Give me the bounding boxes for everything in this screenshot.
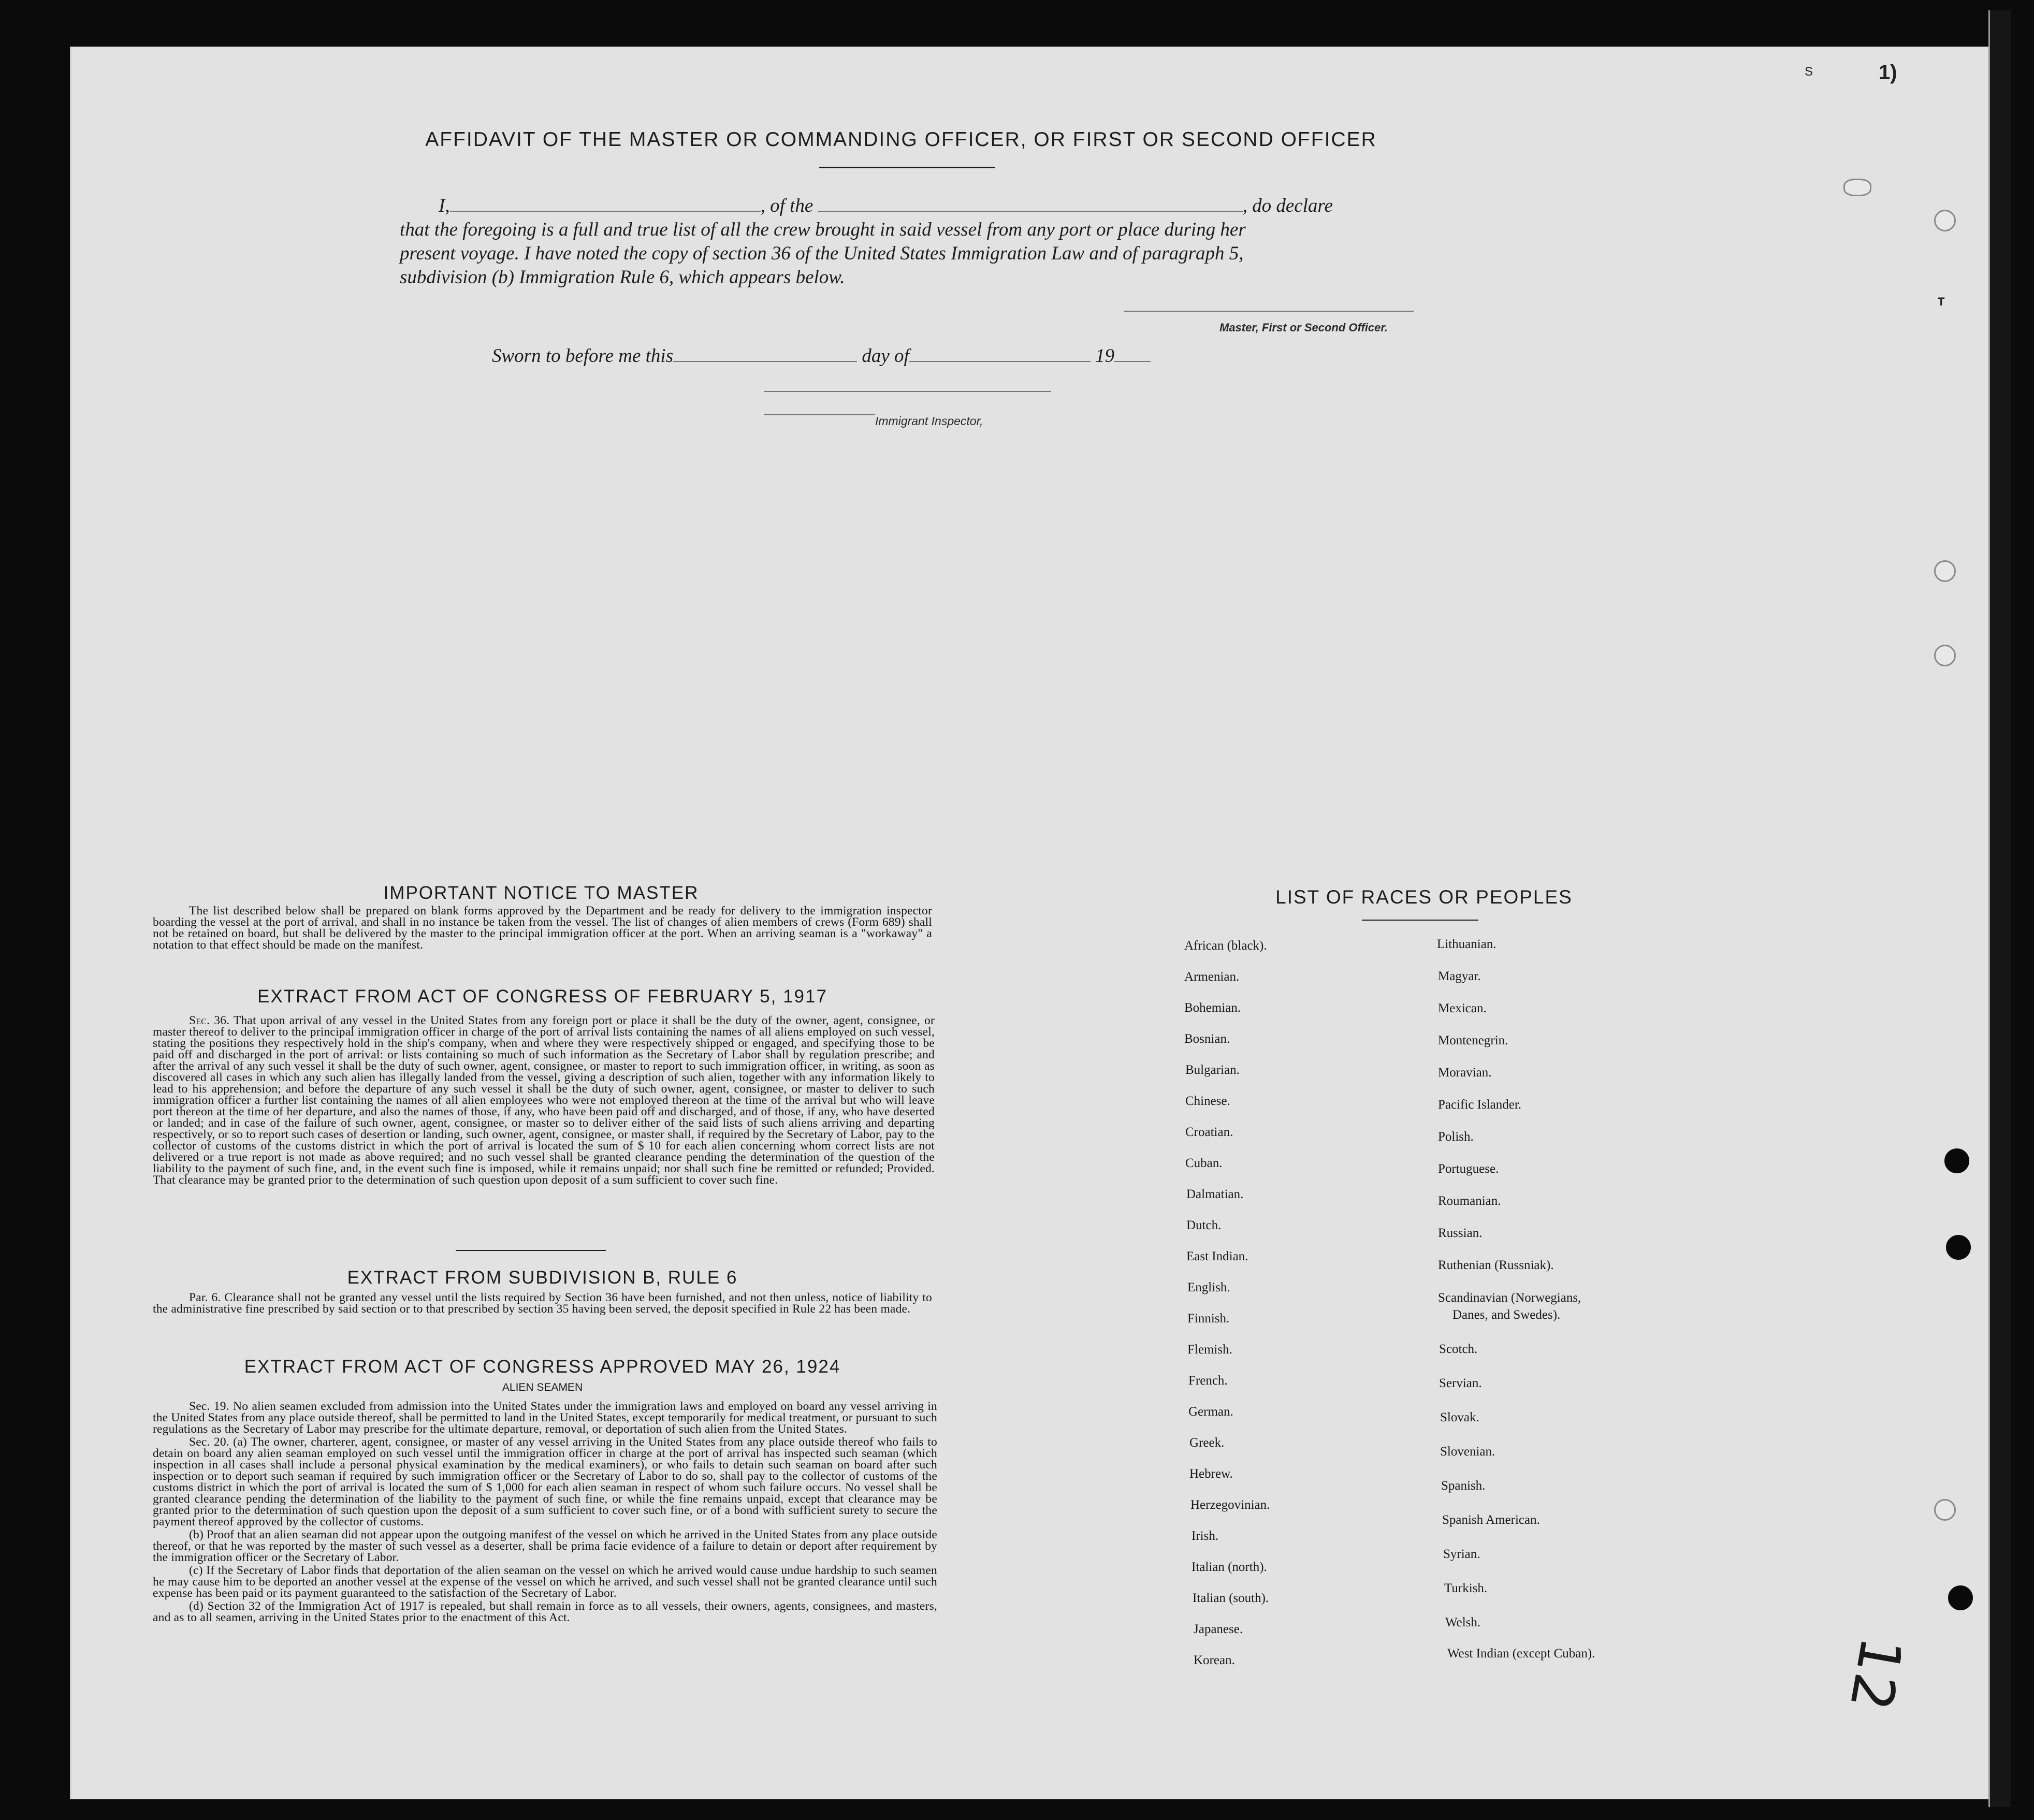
race-item: Dalmatian.	[1186, 1187, 1244, 1201]
races-title: LIST OF RACES OR PEOPLES	[1275, 886, 1573, 908]
race-item: Ruthenian (Russniak).	[1438, 1258, 1554, 1272]
sworn-day-field[interactable]	[673, 361, 857, 362]
corner-mark-s: S	[1805, 65, 1813, 79]
notice-title: IMPORTANT NOTICE TO MASTER	[383, 883, 699, 903]
race-item: English.	[1187, 1280, 1230, 1294]
race-item: Portuguese.	[1438, 1162, 1499, 1176]
race-item: German.	[1188, 1405, 1233, 1419]
extract-1924-subtitle: ALIEN SEAMEN	[502, 1381, 583, 1393]
race-item: Bosnian.	[1184, 1032, 1230, 1046]
race-item: Spanish.	[1441, 1479, 1486, 1493]
race-item: Scotch.	[1439, 1342, 1478, 1356]
extract-rule6-body: Par. 6. Clearance shall not be granted any vessel until the lists required by Section 36 have been furnished, and not then unless, notice of liability to the administrative fine prescribed by said section or to that prescribed by section 35 having been served, the deposit specified in Rule 22 has been made.	[153, 1291, 932, 1316]
race-item: Danes, and Swedes).	[1452, 1308, 1561, 1322]
sec20d-text: (d) Section 32 of the Immigration Act of 1917 is repealed, but shall remain in force as to all vessels, their owners, agents, consignees, and masters, and as to all seamen, arriving in the United States prior to the enactment of this Act.	[153, 1599, 937, 1624]
race-item: Cuban.	[1185, 1156, 1223, 1170]
affidavit-of-the: , of the	[760, 195, 813, 216]
race-item: Irish.	[1192, 1529, 1219, 1543]
sec20c-text: (c) If the Secretary of Labor finds that deportation of the alien seaman on the vessel on which he arrived would cause undue hardship to such seamen he may cause him to be deported an another vessel at the expense of the vessel on which he arrived, and such vessel shall not be granted clearance until such expense has been paid or its payment guaranteed to the satisfaction of the Secretary of Labor.	[153, 1564, 937, 1600]
affidavit-line4: subdivision (b) Immigration Rule 6, which appears below.	[400, 267, 845, 288]
race-item: Roumanian.	[1438, 1194, 1501, 1208]
race-item: Magyar.	[1438, 969, 1481, 983]
handwritten-mark: 12	[1837, 1632, 1915, 1715]
officer-signature-label: Master, First or Second Officer.	[1219, 321, 1388, 334]
race-item: Syrian.	[1443, 1547, 1480, 1561]
binder-hole-dark	[1944, 1148, 1969, 1173]
race-item: Flemish.	[1187, 1343, 1232, 1357]
affidavit-line3: present voyage. I have noted the copy of section 36 of the United States Immigration Law and of paragraph 5,	[400, 243, 1244, 264]
race-item: West Indian (except Cuban).	[1447, 1647, 1595, 1661]
extract-1917-body-block	[153, 1015, 935, 1187]
race-item: Japanese.	[1194, 1622, 1243, 1636]
sworn-line	[492, 344, 1151, 368]
sec36-label: Sec. 36.	[189, 1014, 230, 1027]
race-item: Dutch.	[1186, 1218, 1222, 1232]
extract-rule6-title: EXTRACT FROM SUBDIVISION B, RULE 6	[347, 1268, 738, 1288]
race-item: Korean.	[1194, 1653, 1235, 1667]
sec20a-text: Sec. 20. (a) The owner, charterer, agent, consignee, or master of any vessel arriving in the United States from any place outside thereof who fails to detain on board any alien seaman employed on such vessel until the immigration officer in charge at the port of arrival has inspected such seaman (which inspection in all cases shall include a personal physical examination by the medical examiners), or who fails to detain such seaman on board after such inspection or to deport such seaman if required by such immigration officer or the Secretary of Labor to do so, shall pay to the collector of customs of the customs district in which the port of arrival is located the sum of $ 1,000 for each alien seaman in respect of whom such failure occurs. No vessel shall be granted clearance pending the determination of the liability to the payment of such fine, or while the fine remains unpaid, except that clearance may be granted prior to the determination of such question upon the deposit of a sum sufficient to cover such fine, or of a bond with sufficient surety to secure the payment thereof approved by the collector of customs.	[153, 1435, 937, 1528]
race-item: Spanish American.	[1442, 1513, 1540, 1527]
binder-hole	[1934, 1499, 1956, 1521]
race-item: Polish.	[1438, 1130, 1474, 1144]
sworn-day-of: day of	[862, 345, 909, 367]
race-item: French.	[1188, 1374, 1228, 1388]
race-item: East Indian.	[1186, 1249, 1248, 1263]
binder-hole	[1934, 210, 1956, 231]
affidavit-declare: , do declare	[1242, 195, 1333, 216]
race-item: Bulgarian.	[1185, 1063, 1240, 1077]
race-item: Turkish.	[1444, 1581, 1488, 1595]
race-item: Hebrew.	[1189, 1467, 1233, 1481]
inspector-signature-line-top[interactable]	[764, 391, 1051, 392]
binder-hole	[1843, 179, 1871, 196]
race-item: Scandinavian (Norwegians,	[1438, 1291, 1581, 1305]
race-item: Herzegovinian.	[1190, 1498, 1270, 1512]
binder-hole-dark	[1946, 1235, 1971, 1260]
extract-1917-body: That upon arrival of any vessel in the United States from any foreign port or place it shall be the duty of the owner, agent, consignee, or master thereof to deliver to the principal immigration officer in charge of the port of arrival lists containing the names of all aliens employed on such vessel, stating the positions they respectively hold in the ship's company, when and where they were respectively shipped or engaged, and specifying those to be paid off and discharged in the port of arrival: or lists containing so much of such information as the Secretary of Labor shall by regulation prescribe; and after the arrival of any such vessel it shall be the duty of such owner, agent, consignee, or master to report to such immigration officer, in writing, as soon as discovered all cases in which any such alien has illegally landed from the vessel, giving a description of such alien, together with any information likely to lead to his apprehension; and before the departure of any such vessel it shall be the duty of such owner, agent, consignee, or master to deliver to such immigration officer a further list containing the names of all alien employees who were not employed thereon at the time of the arrival but who will leave port thereon at the time of her departure, and also the names of those, if any, who have been paid off and discharged, and of those, if any, who have deserted or landed; and in case of the failure of such owner, agent, consignee, or master so to deliver either of the said lists of such aliens arriving and departing respectively, or so to report such cases of desertion or landing, such owner, agent, consignee, or master shall, if required by the Secretary of Labor, pay to the collector of customs of the customs district in which the port of arrival is located the sum of $ 10 for each alien concerning whom correct lists are not delivered or a true report is not made as above required; and no such vessel shall be granted clearance pending the determination of the question of the liability to the payment of such fine, and, in the event such fine is imposed, while it remains unpaid; nor shall such fine be remitted or refunded; Provided. That clearance may be granted prior to the determination of such question upon deposit of a sum sufficient to cover such fine.	[153, 1014, 935, 1187]
race-item: Chinese.	[1185, 1094, 1230, 1108]
race-item: Italian (north).	[1192, 1560, 1267, 1574]
race-item: Moravian.	[1438, 1066, 1492, 1080]
sec20b-text: (b) Proof that an alien seaman did not appear upon the outgoing manifest of the vessel on which he arrived in the United States from any place outside thereof, or that he was reported by the master of such vessel as a deserter, shall be prima facie evidence of a failure to detain or deport after requirement by the immigration officer or the Secretary of Labor.	[153, 1528, 937, 1564]
race-item: Russian.	[1438, 1226, 1483, 1240]
binder-hole-dark	[1948, 1585, 1973, 1610]
race-item: Armenian.	[1184, 970, 1240, 984]
sworn-text: Sworn to before me this	[492, 345, 674, 367]
races-title-rule	[1362, 920, 1478, 921]
inspector-label: Immigrant Inspector,	[875, 414, 983, 428]
affidavit-i: I,	[439, 195, 450, 216]
affidavit-line1	[400, 194, 1435, 218]
affidavit-title: AFFIDAVIT OF THE MASTER OR COMMANDING OFFICER, OR FIRST OR SECOND OFFICER	[425, 128, 1377, 151]
race-item: Servian.	[1439, 1376, 1482, 1390]
affidavit-line2: that the foregoing is a full and true list of all the crew brought in said vessel from any port or place during her	[400, 219, 1246, 240]
race-item: Greek.	[1189, 1436, 1225, 1450]
affidavit-title-rule	[819, 167, 995, 168]
race-item: Croatian.	[1185, 1125, 1233, 1139]
race-item: Montenegrin.	[1438, 1033, 1508, 1047]
officer-signature-line[interactable]	[1124, 311, 1414, 312]
sworn-year-prefix: 19	[1095, 345, 1115, 367]
sheet-edge	[1988, 10, 2011, 1807]
sworn-month-field[interactable]	[909, 361, 1091, 362]
race-item: African (black).	[1184, 939, 1267, 953]
vessel-field[interactable]	[818, 211, 1243, 212]
binder-hole	[1934, 645, 1956, 666]
race-item: Finnish.	[1187, 1312, 1230, 1326]
corner-mark-number: 1)	[1879, 61, 1897, 84]
race-item: Slovenian.	[1440, 1445, 1495, 1459]
race-item: Bohemian.	[1184, 1001, 1241, 1015]
side-mark-letter: T	[1938, 295, 1945, 308]
race-item: Mexican.	[1438, 1001, 1487, 1015]
race-item: Italian (south).	[1193, 1591, 1269, 1605]
race-item: Slovak.	[1440, 1410, 1479, 1424]
name-field[interactable]	[450, 211, 761, 212]
extract-1924-body	[153, 1401, 937, 1625]
sec19-text: Sec. 19. No alien seamen excluded from admission into the United States under the immigration laws and employed on board any vessel arriving in the United States from any place outside thereof, shall be permitted to land in the United States, except temporarily for medical treatment, or pursuant to such regulations as the Secretary of Labor may prescribe for the ultimate departure, removal, or deportation of such alien from the United States.	[153, 1400, 937, 1436]
race-item: Lithuanian.	[1437, 937, 1497, 951]
notice-body: The list described below shall be prepared on blank forms approved by the Department and be ready for delivery to the immigration inspector boarding the vessel at the port of arrival, and shall in no instance be taken from the vessel. The list of changes of alien members of crews (Form 689) shall not be retained on board, but shall be delivered by the master to the principal immigration officer at the port. When an arriving seaman is a "workaway" a notation to that effect should be made on the manifest.	[153, 904, 932, 952]
inspector-signature-line-lead	[764, 414, 875, 415]
race-item: Pacific Islander.	[1438, 1098, 1522, 1112]
sworn-year-field[interactable]	[1114, 361, 1151, 362]
binder-hole	[1934, 560, 1956, 582]
extract-1917-title: EXTRACT FROM ACT OF CONGRESS OF FEBRUARY 5, 1917	[257, 986, 827, 1007]
extract-1924-title: EXTRACT FROM ACT OF CONGRESS APPROVED MAY 26, 1924	[244, 1357, 841, 1377]
race-item: Welsh.	[1445, 1615, 1481, 1629]
extract-1917-rule	[456, 1250, 606, 1251]
